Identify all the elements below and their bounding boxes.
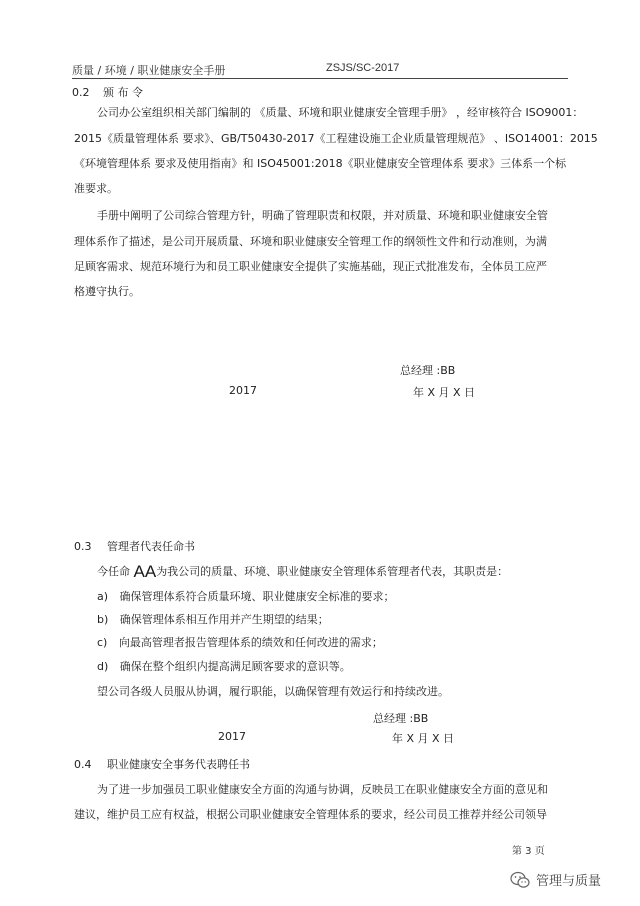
decree-line-4: 准要求。	[74, 182, 118, 195]
duty-text: 向最高管理者报告管理体系的绩效和任何改进的需求；	[118, 636, 383, 649]
page-number: 第 3 页	[512, 846, 545, 857]
decree-line-2: 2015《质量管理体系 要求》、GB/T50430-2017《工程建设施工企业质量管理规范》 、ISO14001：2015	[74, 132, 598, 145]
appointee-name: AA	[133, 562, 157, 581]
section-0-2-heading	[72, 84, 143, 100]
header-rule	[72, 78, 568, 79]
duty-text: 确保管理体系相互作用并产生期望的结果；	[119, 613, 329, 626]
section-number: 0.4	[74, 758, 92, 771]
section-title: 职业健康安全事务代表聘任书	[107, 758, 250, 771]
representative-line-1: 为了进一步加强员工职业健康安全方面的沟通与协调，反映员工在职业健康安全方面的意见和	[97, 783, 548, 796]
section-title: 颁 布 令	[103, 86, 143, 99]
section-0-4-heading	[74, 756, 250, 772]
appointment-intro	[97, 562, 508, 582]
duty-item	[97, 634, 383, 650]
intro-text: 今任命	[97, 565, 134, 578]
duty-text: 确保在整个组织内提高满足顾客要求的意识等。	[119, 660, 351, 673]
duty-marker: b)	[97, 613, 109, 626]
watermark-text: 管理与质量	[536, 874, 602, 889]
decree-para2-line-1: 手册中阐明了公司综合管理方针，明确了管理职责和权限，并对质量、环境和职业健康安全管	[97, 209, 548, 222]
appointment-date: 年 X 月 X 日	[392, 732, 455, 745]
wechat-icon	[510, 871, 530, 889]
section-title: 管理者代表任命书	[107, 540, 195, 553]
duty-marker: d)	[97, 660, 109, 673]
header-title: 质量 / 环境 / 职业健康安全手册	[72, 64, 226, 77]
section-0-3-heading	[74, 538, 195, 554]
decree-para2-line-4: 格遵守执行。	[74, 285, 140, 298]
decree-date: 年 X 月 X 日	[413, 386, 476, 399]
decree-year: 2017	[229, 384, 257, 397]
duty-item	[97, 588, 395, 604]
intro-text-rest: 为我公司的质量、环境、职业健康安全管理体系管理者代表，其职责是：	[156, 565, 509, 578]
decree-para2-line-2: 理体系作了描述，是公司开展质量、环境和职业健康安全管理工作的纲领性文件和行动准则，为满	[74, 235, 547, 248]
duty-marker: c)	[97, 636, 108, 649]
section-number: 0.2	[72, 86, 90, 99]
decree-line-3: 《环境管理体系 要求及使用指南》和 ISO45001:2018《职业健康安全管理体系 要求》三体系一个标	[74, 157, 567, 170]
representative-line-2: 建议，维护员工应有权益，根据公司职业健康安全管理体系的要求，经公司员工推荐并经公司领导	[74, 808, 547, 821]
duty-item	[97, 658, 351, 674]
appointment-signer: 总经理 :BB	[373, 712, 429, 725]
duty-text: 确保管理体系符合质量环境、职业健康安全标准的要求；	[119, 590, 395, 603]
document-code: ZSJS/SC-2017	[326, 62, 400, 74]
watermark	[510, 870, 601, 889]
duty-marker: a)	[97, 590, 109, 603]
appointment-year: 2017	[218, 730, 246, 743]
decree-signer: 总经理 :BB	[400, 364, 456, 377]
appointment-closing: 望公司各级人员服从协调，履行职能，以确保管理有效运行和持续改进。	[97, 685, 449, 698]
duty-item	[97, 611, 329, 627]
decree-para2-line-3: 足顾客需求、规范环境行为和员工职业健康安全提供了实施基础，现正式批准发布，全体员工应严	[74, 260, 547, 273]
section-number: 0.3	[74, 540, 92, 553]
decree-line-1: 公司办公室组织相关部门编制的 《质量、环境和职业健康安全管理手册》 ，经审核符合 ISO9001：	[97, 106, 584, 119]
